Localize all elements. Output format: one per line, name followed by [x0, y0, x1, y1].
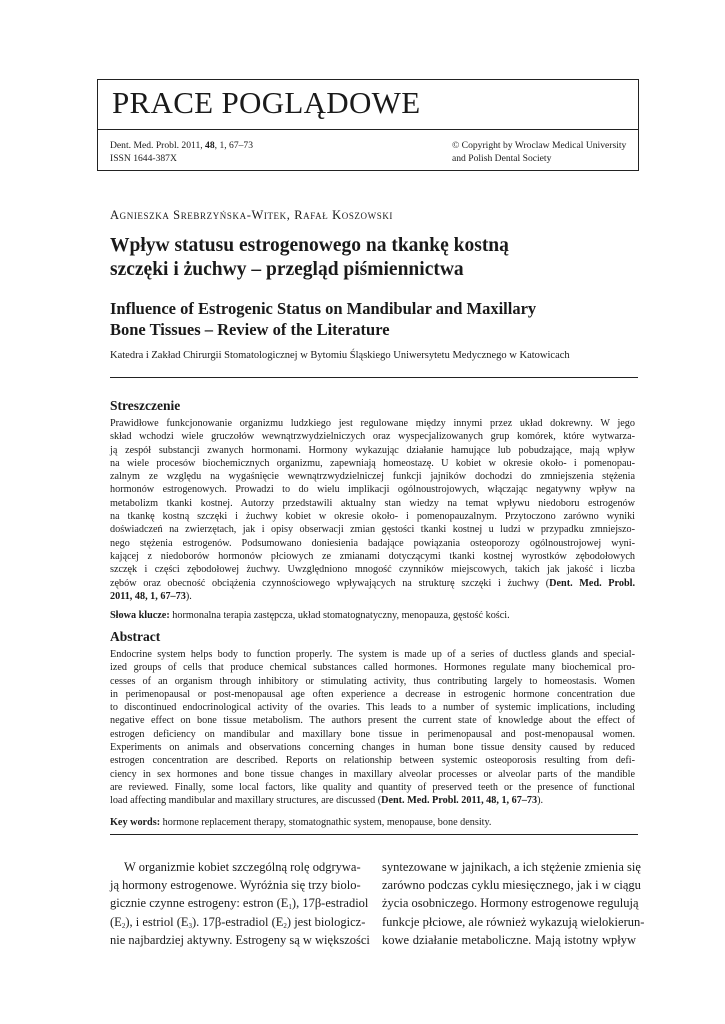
streszczenie-heading: Streszczenie: [110, 398, 181, 413]
streszczenie-line: Prawidłowe funkcjonowanie organizmu ludzkiego jest regulowane między innymi przez układ dokrewny. W jego: [110, 418, 635, 429]
body-line: nie najbardziej aktywny. Estrogeny są w większości: [110, 932, 370, 947]
abstract-line: estrogen concentration are described. Reports on relationship between systemic osteoporosis resulting from defi-: [110, 755, 635, 767]
streszczenie-line-with-ref: zębów oraz obecność obciążenia czynnościowego wpływających na strukturę szczęki i żuchwy (Dent. Med. Probl.: [110, 577, 636, 589]
abstract-line: to discontinued endocrinological activity of the ovaries. This leads to a number of systemic implications, including: [110, 702, 635, 714]
streszczenie-line: skład wchodzi wiele gruczołów wewnątrzwydzielniczych oraz wyspecjalizowanych grup komórek, które wytwarza-: [110, 431, 635, 443]
streszczenie-line: kającej z niedoborów hormonów płciowych ze zmianami dotyczącymi tkanki kostnej wyrostków zębodołowych: [110, 550, 635, 562]
streszczenie-ref-line: 2011, 48, 1, 67–73).: [110, 590, 192, 602]
journal-meta-box: [97, 130, 639, 171]
authors: Agnieszka Srebrzyńska-Witek, Rafał Koszowski: [110, 208, 394, 222]
abstract-line: cesses of an organism through inhibitory or stimulating activity, thus contributing largely to homeostasis. Women: [110, 675, 635, 687]
streszczenie-line: zalnym ze względu na wygaśnięcie wewnątrzwydzielniczej funkcji jajników dochodzi do zmniejszenia stężenia: [110, 471, 635, 483]
body-line: W organizmie kobiet szczególną rolę odgrywa-: [124, 860, 361, 874]
body-line: zarówno podczas cyklu miesięcznego, jak i w ciągu: [382, 878, 641, 893]
title-english-line-2: Bone Tissues – Review of the Literature: [110, 320, 390, 339]
body-line: gicznie czynne estrogeny: estron $(E_1)$, 17β-estradiol: [110, 896, 369, 912]
streszczenie-line: nego stężenia estrogenów. Podsumowano doniesienia badające powiązania osteoporozy ogólnoustrojowej wyni-: [110, 537, 635, 549]
streszczenie-line: ją zespół substancji zwanych hormonami. Hormony wykazując działanie hamujące lub pobudzające, mają wpływ: [110, 444, 635, 456]
abstract-keywords: Key words: hormone replacement therapy, stomatognathic system, menopause, bone density.: [110, 817, 492, 828]
body-line: kowe działanie metaboliczne. Mają istotny wpływ: [382, 932, 636, 947]
issn: ISSN 1644-387X: [110, 153, 177, 164]
abstract-line-with-ref: load affecting mandibular and maxillary structures, are discussed (Dent. Med. Probl. 2011, 48, 1, 67–73).: [110, 795, 544, 807]
copyright-line-2: and Polish Dental Society: [452, 153, 552, 164]
abstract-line: ciency in sex hormones and bone tissue changes in maxillary alveolar processes or alveolar parts of the mandible: [110, 768, 635, 780]
abstract-line: estrogen deficiency on mandibular and maxillary bone tissue in perimenopausal and post-menopausal women.: [110, 728, 635, 740]
abstract-line: negative effect on bone tissue metabolism. The authors present the current state of knowledge about the effect of: [110, 715, 635, 727]
body-column-right: [382, 858, 645, 949]
title-polish-line-2: szczęki i żuchwy – przegląd piśmiennictwa: [110, 259, 464, 280]
streszczenie-line: metabolizm tkanki kostnej. Autorzy przedstawili aktualny stan wiedzy na temat wpływu niedoboru estrogenów: [110, 497, 635, 509]
affiliation: Katedra i Zakład Chirurgii Stomatologicznej w Bytomiu Śląskiego Uniwersytetu Medycznego w Katowicach: [110, 350, 570, 361]
body-line: $(E_2)$, i estriol $(E_3)$. 17β-estradiol $(E_2)$ jest biologicz-: [110, 914, 366, 930]
abstract-text: [110, 648, 635, 808]
abstract-line: are reviewed. Finally, some local factors, like quality and quantity of preserved teeth or the presence of functional: [110, 781, 635, 793]
copyright-line-1: © Copyright by Wroclaw Medical University: [452, 140, 627, 151]
section-label: PRACE POGLĄDOWE: [112, 85, 421, 120]
journal-citation: Dent. Med. Probl. 2011, 48, 1, 67–73: [110, 140, 254, 151]
body-column-left: [110, 858, 370, 949]
divider-bottom: [110, 834, 638, 835]
body-line: syntezowane w jajnikach, a ich stężenie zmienia się: [382, 860, 641, 874]
abstract-line: Endocrine system helps body to function properly. The system is made up of a series of ductless glands and special-: [110, 649, 635, 660]
streszczenie-line: hormonów estrogenowych. Prowadzi to do wielu implikacji ogólnoustrojowych, włączając negatywny wpływ na: [110, 484, 635, 496]
abstract-line: ized groups of cells that produce chemical substances called hormones. Hormones regulate many biochemical pro-: [110, 662, 635, 674]
abstract-heading: Abstract: [110, 629, 161, 644]
section-header-box: [97, 79, 639, 130]
body-line: funkcje płciowe, ale również wykazują wielokierun-: [382, 914, 645, 929]
streszczenie-line: na wiele procesów biochemicznych organizmu, zapewniają homeostazę. U kobiet w okresie około- i pomenopau-: [110, 457, 635, 469]
journal-citation-block: [110, 139, 253, 165]
title-polish: [110, 234, 630, 282]
streszczenie-keywords: Słowa klucze: hormonalna terapia zastępcza, układ stomatognatyczny, menopauza, gęstość kości.: [110, 610, 510, 621]
abstract-line: Experiments on animals and observations concerning changes in human bone tissue density caused by reduced: [110, 742, 635, 754]
streszczenie-line: szczęk i części zębodołowej żuchwy. Uwzględniono mnogość czynników miejscowych, takich jak jakość i liczba: [110, 564, 635, 576]
body-line: ją hormony estrogenowe. Wyróżnia się trzy biolo-: [110, 878, 361, 893]
abstract-line: in perimenopausal or post-menopausal age often experience a decrease in estrogenic hormone concentration due: [110, 688, 635, 700]
streszczenie-line: na tkankę kostną szczęki i żuchwy kobiet w okresie około- i pomenopauzalnym. Przytoczono zarówno wyniki: [110, 511, 635, 523]
streszczenie-text: [110, 417, 635, 603]
copyright-block: [452, 139, 626, 165]
streszczenie-line: doświadczeń na zwierzętach, jak i opisy obserwacji zmian gęstości tkanki kostnej u ludzi w przypadku zmniejszo-: [110, 524, 635, 536]
title-polish-line-1: Wpływ statusu estrogenowego na tkankę kostną: [110, 235, 509, 256]
title-english-line-1: Influence of Estrogenic Status on Mandibular and Maxillary: [110, 299, 537, 318]
title-english: [110, 298, 630, 340]
body-line: życia osobniczego. Hormony estrogenowe regulują: [382, 896, 639, 911]
divider-top: [110, 377, 638, 378]
